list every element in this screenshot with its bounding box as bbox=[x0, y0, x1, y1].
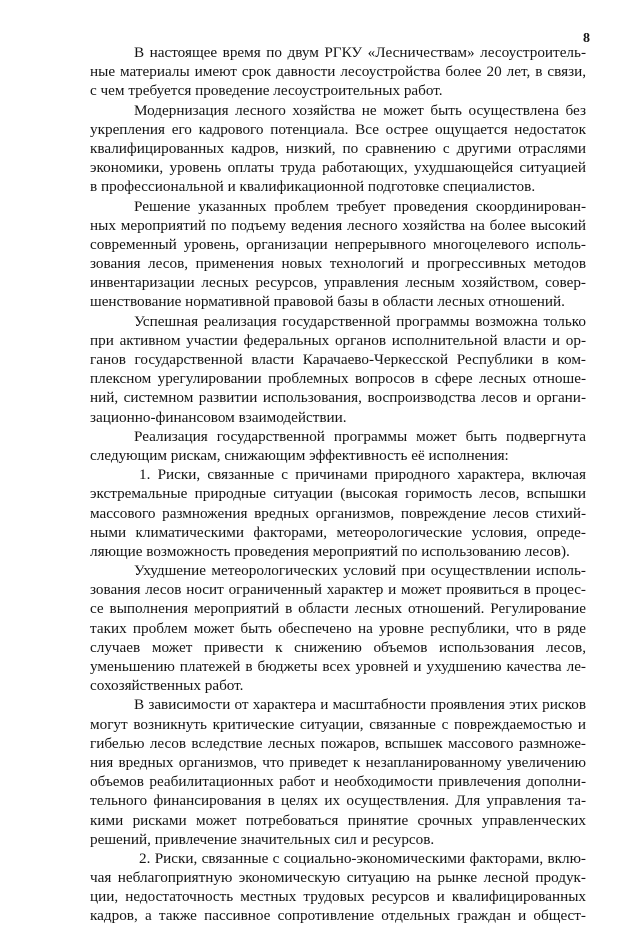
document-body bbox=[90, 43, 586, 926]
text-line: сохозяйственных работ. bbox=[90, 677, 244, 695]
text-line: с чем требуется проведение лесоустроительных работ. bbox=[90, 82, 443, 100]
text-line: В настоящее время по двум РГКУ «Лесничествам» лесоустроитель- bbox=[134, 44, 586, 61]
page-number: 8 bbox=[583, 31, 590, 46]
text-line: объемов реабилитационных работ и необходимости привлечения дополни- bbox=[90, 773, 586, 791]
text-line: ний, системном развитии использования, воспроизводства лесов и органи- bbox=[90, 389, 586, 407]
text-line: современный уровень, организации непрерывного многоцелевого исполь- bbox=[90, 235, 586, 253]
text-line: зования лесов, применения новых технологий и прогрессивных методов bbox=[90, 255, 586, 273]
text-line: кадров, а также пассивное сопротивление отдельных граждан и общест- bbox=[90, 907, 586, 925]
text-line: ных мероприятий по подъему ведения лесного хозяйства на более высокий bbox=[90, 216, 586, 234]
text-line: квалифицированных кадров, низкий, по сравнению с другими отраслями bbox=[90, 139, 586, 157]
text-line: Решение указанных проблем требует проведения скоординирован- bbox=[134, 197, 586, 215]
text-line: в профессиональной и квалификационной подготовке специалистов. bbox=[90, 178, 536, 196]
text-line: случаев может привести к снижению объемов использования лесов, bbox=[90, 638, 586, 656]
text-line: следующим рискам, снижающим эффективность её исполнения: bbox=[90, 446, 509, 464]
text-line: чая неблагоприятную экономическую ситуацию на рынке лесной продук- bbox=[90, 869, 586, 887]
text-line: уменьшению платежей в бюджеты всех уровней и ухудшению качества ле- bbox=[90, 658, 586, 675]
text-line: могут возникнуть критические ситуации, связанные с повреждаемостью и bbox=[90, 715, 586, 733]
text-line: ния вредных организмов, что приведет к незапланированному увеличению bbox=[90, 753, 586, 771]
text-line: гибелью лесов вследствие лесных пожаров, вспышек массового размноже- bbox=[90, 734, 586, 752]
text-line: зования лесов носит ограниченный характер и может проявиться в процес- bbox=[90, 581, 586, 599]
text-line: се выполнения мероприятий в области лесных отношений. Регулирование bbox=[90, 600, 586, 618]
text-line: Модернизация лесного хозяйства не может быть осуществлена без bbox=[134, 101, 586, 119]
text-line: 2. Риски, связанные с социально-экономическими факторами, вклю- bbox=[139, 849, 586, 867]
text-line: ции, недостаточность местных трудовых ресурсов и квалифицированных bbox=[90, 888, 586, 906]
text-line: шенствование нормативной правовой базы в области лесных отношений. bbox=[90, 293, 565, 311]
text-line: ными климатическими факторами, метеорологические условия, опреде- bbox=[90, 523, 586, 541]
text-line: ганов государственной власти Карачаево-Черкесской Республики в ком- bbox=[90, 351, 586, 368]
text-line: ные материалы имеют срок давности лесоустройства более 20 лет, в связи, bbox=[90, 63, 586, 81]
text-line: В зависимости от характера и масштабности проявления этих рисков bbox=[134, 696, 586, 714]
text-line: зационно-финансовом взаимодействии. bbox=[90, 408, 347, 426]
text-line: тельного финансирования в целях их осуществления. Для управления та- bbox=[90, 792, 586, 810]
text-line: инвентаризации лесных ресурсов, управления лесным хозяйством, совер- bbox=[90, 274, 586, 292]
text-line: массового размножения вредных организмов, повреждение лесов стихий- bbox=[90, 504, 586, 522]
text-line: кими рисками может потребоваться принятие срочных управленческих bbox=[90, 811, 586, 829]
text-line: экономики, уровень оплаты труда работающих, ухудшающейся ситуацией bbox=[90, 159, 586, 177]
text-line: ляющие возможность проведения мероприятий по использованию лесов). bbox=[90, 542, 570, 560]
text-line: таких проблем может быть обеспечено на уровне республики, что в ряде bbox=[90, 619, 586, 637]
text-line: плексном урегулировании проблемных вопросов в сфере лесных отноше- bbox=[90, 370, 586, 388]
text-line: экстремальные природные ситуации (высокая горимость лесов, вспышки bbox=[90, 485, 586, 503]
text-line: Реализация государственной программы может быть подвергнута bbox=[134, 427, 586, 445]
text-line: Успешная реализация государственной программы возможна только bbox=[134, 312, 586, 330]
text-line: Ухудшение метеорологических условий при осуществлении исполь- bbox=[134, 562, 586, 580]
text-line: 1. Риски, связанные с причинами природного характера, включая bbox=[139, 466, 586, 484]
text-line: решений, привлечение значительных сил и ресурсов. bbox=[90, 830, 435, 848]
text-line: при активном участии федеральных органов исполнительной власти и ор- bbox=[90, 331, 586, 349]
text-line: укрепления его кадрового потенциала. Все острее ощущается недостаток bbox=[90, 120, 586, 138]
